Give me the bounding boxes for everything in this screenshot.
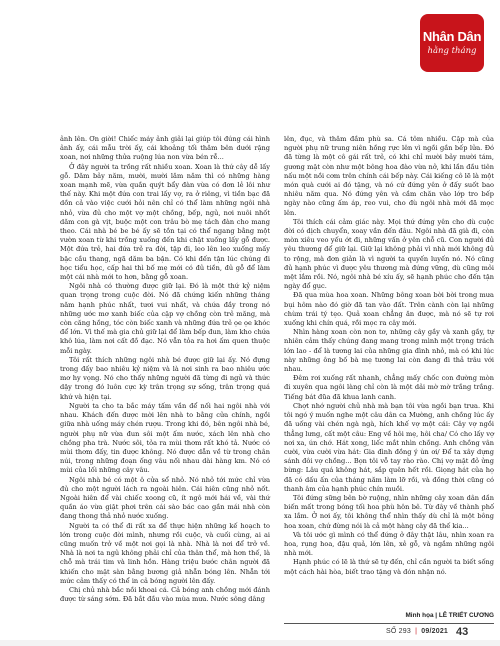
issue-separator: | [415,628,418,635]
article-paragraph: Chị chủ nhà bắc nồi khoai cá. Cả bóng anh chồng mới đánh được từ sáng sớm. Đã bắt đầu vào mùa mưa. Nước sông dâng [60,585,270,604]
article-paragraph: Ở đây người ta trồng rất nhiều xoan. Xoan là thứ cây dễ lấy gỗ. Dăm bảy năm, mười, mười lăm năm thì có những hàng xoan mạnh mẽ, vừa quần quýt bẩy đàn vừa có đơn lẻ lôi như thế này. Khi một đứa con trai lấy vợ, ra ở riêng, vì tiền bạc đã dồn cả vào việc cưới hỏi nên chỉ có thể làm những ngôi nhà nhỏ, vừa đủ cho một vợ một chồng, bếp, ngủ, nơi nuôi nhốt dăm con gà vịt, buộc một con trâu bò mẹ tách đàn cho mang theo. Cái nhà bé be bé ấy sẽ tồn tại có thể ngang bằng một vườn xoan từ khi trồng xuống đến khi chặt xuống lấy gỗ được. Một đứa trẻ, hai đứa trẻ ra đời, tập đi, leo lên leo xuống mấy bậc cầu thang, ngã dăm ba bận. Có khi đến tận lúc chúng đi học tiểu học, cấp hai thì bố mẹ mới có đủ tiền, đủ gỗ để làm một cái nhà mới to hơn, bằng gỗ xoan. [60,162,270,282]
article-paragraph: Người ta cho ta bắc máy tấm vần để nối hai ngôi nhà với nhau. Khách đến được mời lên nhà to bằng cửa chính, ngồi giữa nhà uống máy chén rượu. Trong khi đó, bên ngôi nhà bé, người phụ nữ vừa đun sôi một ấm nước, xách lên nhà cho chồng pha trà. Nước sôi, tỏa ra mùi thơm rất khó tả. Nước có mùi thơm đấy, tin được không. Nó được dẫn về từ trong chân núi, trong những đoạn ống vâu nối nhau dài hàng km. Nó có mùi của lối những cây vâu. [60,401,270,475]
article-left-column [60,135,270,604]
article-paragraph: Hạnh phúc có lẽ là thứ sẽ tự đến, chỉ cần người ta biết sống một cách hài hòa, biết trao tặng và đón nhận nó. [284,558,494,576]
logo-tagline: hằng tháng [427,46,477,56]
article-paragraph: Đêm rơi xuống rất nhanh, chẳng mấy chốc con đường mòn đi xuyên qua ngôi làng chỉ còn là một dải mờ mờ trắng trắng. Tiếng bát đũa đã khua lanh canh. [284,374,494,401]
page-number: 43 [456,626,469,638]
article-paragraph: Tôi rất thích những ngôi nhà bé được giữ lại ấy. Nó đựng trong đấy bao nhiêu kỷ niệm và là nơi sinh ra bao nhiêu ước mơ hy vọng. Nó cho thấy những người đã từng đi ngủ và thức dậy trong đó luôn cực kỳ trân trọng sự sống, trân trọng quá khứ và hiện tại. [60,355,270,401]
publication-logo [420,14,484,72]
article-paragraph: Người ta có thể đi rất xa để thực hiện những kế hoạch to lớn trong cuộc đời mình, nhưng rồi cuộc, và cuối cùng, ai ai cũng muốn trở về một nơi gọi là nhà. Nhà là nơi để trở về. Nhà là nơi ta ngủ không phải chỉ của thân thể, mà hơn thế, là chỗ mà trái tim và linh hồn. Hàng triệu bước chân người đã khiến cho mặt sàn bằng bương giả nhẵn bóng lên. Nhẵn tới mức cảm thấy có thể in cả bóng người lên đấy. [60,521,270,585]
issue-number: SỐ 293 [386,628,411,635]
article-paragraph: Đã qua mùa hoa xoan. Những bông xoan bời bời trong mưa bụi hôm nào đó giờ đã tan vào đất. Trên cành còn lại những chùm trái tý tẹo. Quả xoan chẳng ăn được, mà nó sẽ tự rơi xuống khi chín quá, rồi mọc ra cây mới. [284,291,494,328]
article-right-column [284,135,494,577]
article-paragraph: lên, đục, và thăm đầm phù sa. Cá tôm nhiều. Cặp mà của người phụ nữ trung niên hồng rực lên vì ngồi gần bếp lửa. Đó đã từng là một cô gái rất trẻ, có khi chỉ mười bảy mười tám, gương mặt còn như một bông hoa đào vừa nở, khi lần đầu tiên nấu một nồi cơm trên chính cái bếp này. Cái kiếng cô lẽ là một món quà cưới ai đó tặng, và nó cứ đứng yên ở đấy suốt bao nhiêu năm qua. Nó đứng yên và cầm chăn vào lớp tro bếp ngày nào cũng ấm áp, reo vui, cho đù ngôi nhà mới đã mọc lên. [284,135,494,217]
credit-divider [284,623,494,624]
illustration-credit: Minh họa | LÊ TRIẾT CƯƠNG [405,612,494,619]
article-paragraph: Tôi thích cái cảm giác này. Mọi thứ đứng yên cho dù cuộc đời có dịch chuyển, xoay vần đến đâu. Ngôi nhà đã già đi, còn mòn xiêu veo yếu ớt đi, những vấn ở yên chỗ cũ. Con người đủ yêu thương để giữ lại. Giữ lại không phải vì nhà mới không đủ to rộng, mà đơn giản là vì người ta quyến luyến nó. Nó cũng đủ hạnh phúc vì được yêu thương mà đứng vững, dù cũng mỏi mệt lắm rồi. Nó, ngôi nhà bé xíu ấy, sẽ hạnh phúc cho đến tận ngày đổ gục. [284,217,494,291]
article-paragraph: Tôi đứng sững bên bờ ruộng, nhìn những cây xoan dân dần biến mất trong bóng tối hoa phù hôn bê. Từ đây về thành phố xa lắm. Ở nơi ấy, tôi không thể nhìn thấy dù chỉ là một bông hoa xoan, chứ đừng nói là cả một hàng cây đã thế kia... [284,493,494,530]
article-paragraph: Ngôi nhà bé có một ô cửa sổ nhỏ. Nó nhỏ tới mức chỉ vừa đủ cho một người lách ra ngoài hiên. Cái hiên cũng nhỏ nốt. Ngoài hiên để vài chiếc xoong cũ, ít ngô mới hái về, vài thứ quần áo vừa giặt phơi trên cái sào bác cao gần mái nhà còn đang thong thả nhỏ nước xuống. [60,475,270,521]
article-paragraph: Ngôi nhà có thường được giữ lại. Đó là một thứ kỷ niệm quan trọng trong cuộc đời. Nó đã chứng kiến những tháng năm hạnh phúc nhất, tươi vui nhất, và chứa đầy trong nó những ước mơ xanh biếc của cặp vợ chồng còn trẻ măng, mà còn căng hồng, tóc còn biếc xanh và những đứa trẻ ọe ọe khóc để lớn. Vì thế mà gia chủ giữ lại để làm bếp đun, làm kho chứa khô lúa, làm nơi cất đồ đạc. Nó vẫn tỏa ra hơi ấm quen thuộc mỗi ngày. [60,282,270,355]
logo-title: Nhân Dân [422,29,482,44]
article-paragraph: Và tôi ước gì mình có thể đứng ở đây thật lâu, nhìn xoan ra hoa, rụng hoa, đậu quả, lớn lên, xẻ gỗ, và ngắm những ngôi nhà mới. [284,530,494,558]
issue-info [386,628,448,635]
article-paragraph: Nhìn hàng xoan còn non tơ, những cây gầy và xanh gầy, tự nhiên cảm thấy chúng đang mang trong mình một trọng trách lớn lao - để là tương lai của những gia đình nhỏ, mà có khi lúc này những ông bố bà mẹ tương lai còn đang đi thả trâu với nhau. [284,328,494,374]
issue-date: 09/2021 [421,628,449,635]
footer-bar [0,640,500,646]
article-paragraph: Chợt nhớ người chủ nhà mà bạn tôi vừa ngồi bạn trưa. Khi tôi ngó ý muốn nghe một câu dân ca Mường, anh chồng lúc ấy đã uống vài chén ngà ngà, hích khế vợ một cái: Cây vợ ngồi thẳng lưng, cất một câu: Eng về hôi mẹ, hôi cha/ Có cho lấy vợ nơi xa, ún chớ. Hát xong, liếc mắt nhìn chồng. Anh chồng vân cười, vừa cười vừa hát: Gia đình đồng ý ún ơi/ Để ta xây dựng sánh đôi vợ chồng... Bọn tôi vỗ tay rào rào. Chị vợ mặt đỏ ửng bừng: Lâu quá không hát, sắp quên hết rồi. Giọng hát của họ đã có dấu ấn của tháng năm làm lỡ rồi, và đồng thời cũng có thanh âm của hạnh phúc chín muồi. [284,401,494,493]
article-paragraph: ảnh lên. Ơn giời! Chiếc máy ảnh giải lại giúp tôi đúng cái hình ảnh ấy, cái mẫu trời ấy, cái khoảng tối thăm bên dưới rặng xoan, nơi những thửa ruộng lúa non vừa bén rễ... [60,135,270,162]
